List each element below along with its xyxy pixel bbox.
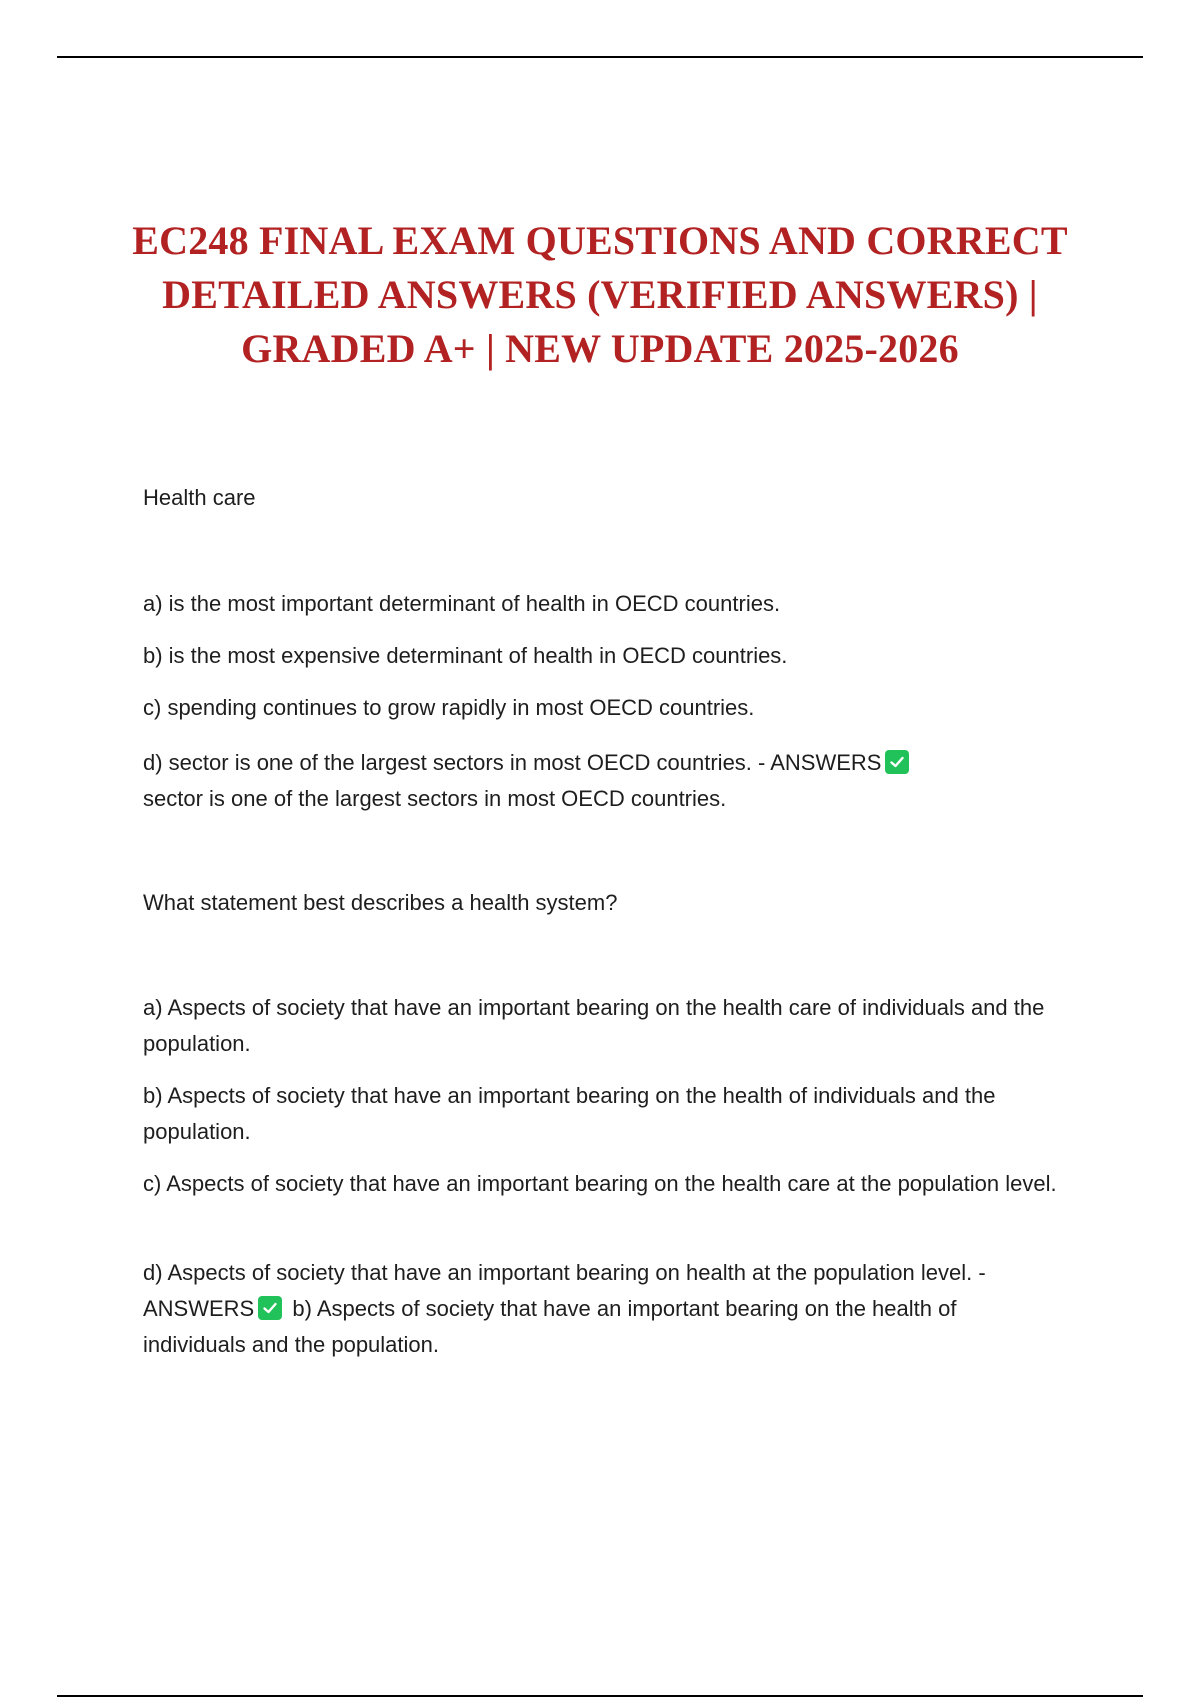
question-2-option-a <box>143 990 1058 1062</box>
top-divider <box>57 56 1143 58</box>
title-line: EC248 FINAL EXAM QUESTIONS AND CORRECT <box>132 218 1068 263</box>
question-1-option-b <box>143 638 1058 674</box>
check-icon <box>885 750 909 774</box>
answer-text: b) Aspects of society that have an important bearing on the health of individuals and the population. <box>143 1296 957 1357</box>
question-1-option-c <box>143 690 1058 726</box>
question-1-option-a <box>143 586 1058 622</box>
option-text: b) is the most expensive determinant of health in OECD countries. <box>143 643 788 668</box>
question-2-option-c <box>143 1166 1058 1202</box>
document-title <box>100 214 1100 376</box>
option-text: c) Aspects of society that have an important bearing on the health care at the population level. <box>143 1171 1057 1196</box>
option-text: a) is the most important determinant of health in OECD countries. <box>143 591 781 616</box>
question-1-stem <box>143 480 1058 516</box>
title-line: DETAILED ANSWERS (VERIFIED ANSWERS) | <box>162 272 1038 317</box>
answer-text: sector is one of the largest sectors in most OECD countries. <box>143 786 727 811</box>
answer-paragraph <box>143 745 1058 817</box>
question-2-option-b <box>143 1078 1058 1150</box>
answer-paragraph <box>143 1255 1058 1363</box>
question-1-option-d-answer <box>143 745 1058 817</box>
check-icon <box>258 1296 282 1320</box>
question-stem: What statement best describes a health system? <box>143 890 618 915</box>
question-stem: Health care <box>143 485 256 510</box>
option-text: a) Aspects of society that have an important bearing on the health care of individuals and the population. <box>143 995 1045 1056</box>
question-2-stem <box>143 885 1058 921</box>
option-text: d) sector is one of the largest sectors in most OECD countries. - ANSWERS <box>143 750 882 775</box>
bottom-divider <box>57 1695 1143 1697</box>
title-line: GRADED A+ | NEW UPDATE 2025-2026 <box>241 326 959 371</box>
option-text: c) spending continues to grow rapidly in most OECD countries. <box>143 695 755 720</box>
option-text: b) Aspects of society that have an important bearing on the health of individuals and the population. <box>143 1083 996 1144</box>
question-2-option-d-answer <box>143 1255 1058 1363</box>
option-text: d) Aspects of society that have an important bearing on health at the population level. - ANSWERS <box>143 1260 986 1321</box>
